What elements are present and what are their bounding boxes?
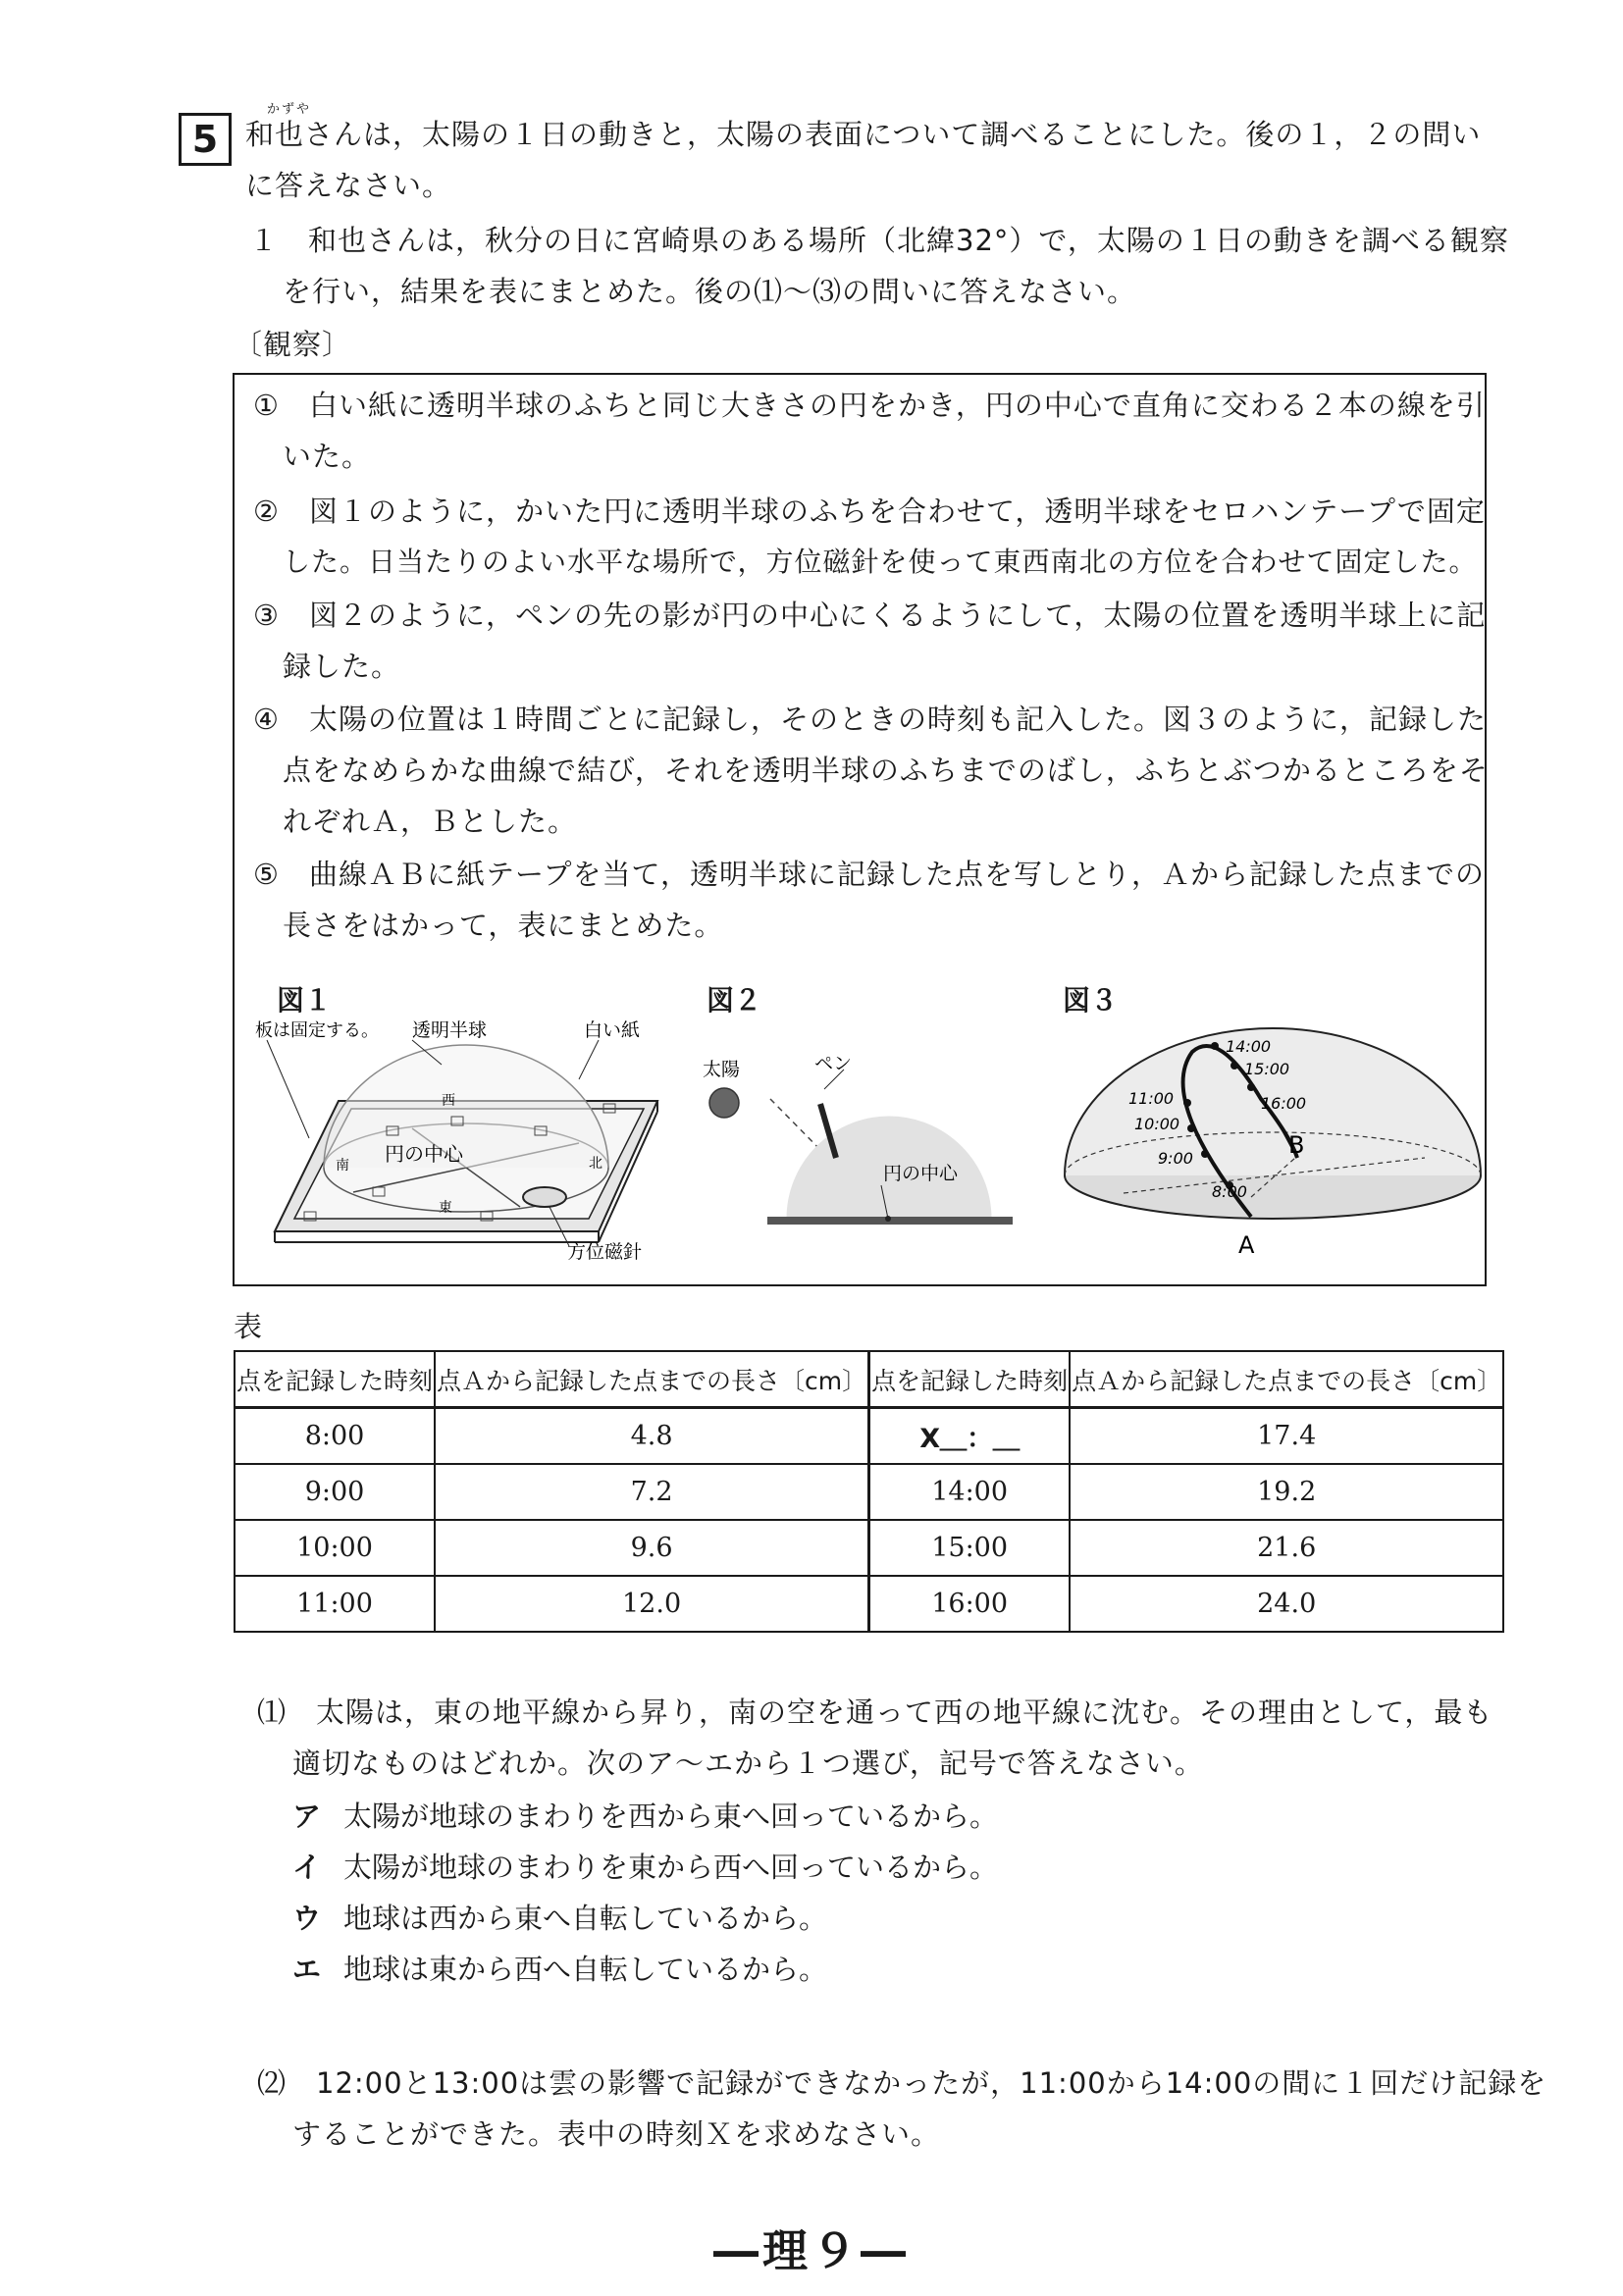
part1-line-1: １ 和也さんは，秋分の日に宮崎県のある場所（北緯32°）で，太陽の１日の動きを調べる観察 — [249, 224, 1509, 257]
question-number-box: 5 — [179, 113, 232, 166]
time-label-16: 16:00 — [1261, 1094, 1307, 1113]
time-label-15: 15:00 — [1244, 1060, 1290, 1078]
q1-line-2: 適切なものはどれか。次のア～エから１つ選び，記号で答えなさい。 — [292, 1747, 1204, 1780]
option-label: ア — [292, 1800, 322, 1833]
q2-line-1: ⑵ 12:00と13:00は雲の影響で記録ができなかったが，11:00から14:00の間に１回だけ記録を — [257, 2066, 1547, 2100]
obs-step-2-line2: した。日当たりのよい水平な場所で，方位磁針を使って東西南北の方位を合わせて固定した。 — [283, 546, 1478, 578]
cell-length: 19.2 — [1070, 1464, 1503, 1520]
q2-line-2: することができた。表中の時刻Ｘを求めなさい。 — [292, 2117, 941, 2151]
figure-2-diagram — [687, 1011, 1021, 1266]
figure-1-diagram — [255, 1011, 667, 1266]
cell-length: 9.6 — [435, 1520, 869, 1576]
option-label: イ — [292, 1851, 322, 1884]
cell-time-x: X＿：＿ — [869, 1408, 1071, 1465]
option-label: エ — [292, 1953, 322, 1986]
option-text: 太陽が地球のまわりを東から西へ回っているから。 — [343, 1851, 999, 1884]
obs-step-4-line2: 点をなめらかな曲線で結び，それを透明半球のふちまでのばし，ふちとぶつかるところをそ — [283, 754, 1489, 787]
name-ruby: かずや — [267, 102, 312, 117]
q1-option-i — [292, 1847, 998, 1888]
table-row — [235, 1408, 1503, 1465]
option-label: ウ — [292, 1902, 322, 1935]
table-header-row — [235, 1351, 1503, 1408]
obs-step-1-line2: いた。 — [283, 440, 372, 473]
header-time-2: 点を記録した時刻 — [869, 1351, 1071, 1408]
q1-option-a — [292, 1796, 998, 1837]
intro-line-2: に答えなさい。 — [245, 169, 452, 202]
cell-length: 4.8 — [435, 1408, 869, 1465]
cell-length: 24.0 — [1070, 1576, 1503, 1632]
intro-line-1: 和也さんは，太陽の１日の動きと，太陽の表面について調べることにした。後の１，２の問い — [245, 118, 1482, 151]
compass-icon — [523, 1187, 566, 1207]
obs-step-4-line1: ④ 太陽の位置は１時間ごとに記録し，そのときの時刻も記入した。図３のように，記録した — [253, 703, 1487, 736]
label-compass: 方位磁針 — [567, 1241, 643, 1263]
time-label-10: 10:00 — [1134, 1115, 1180, 1133]
obs-step-1-line1: ① 白い紙に透明半球のふちと同じ大きさの円をかき，円の中心で直角に交わる２本の線を引 — [253, 389, 1486, 422]
results-table — [234, 1350, 1504, 1633]
fig1-caption: 図１ — [277, 984, 333, 1017]
q1-option-u — [292, 1898, 827, 1939]
dir-south: 南 — [336, 1158, 349, 1174]
fig2-caption: 図２ — [707, 984, 762, 1017]
transparent-hemisphere — [324, 1045, 608, 1168]
cell-length: 21.6 — [1070, 1520, 1503, 1576]
point-b-label: B — [1288, 1131, 1305, 1159]
point-a-label: A — [1238, 1231, 1255, 1259]
part1-line-2: を行い，結果を表にまとめた。後の⑴～⑶の問いに答えなさい。 — [283, 275, 1137, 308]
cell-time: 8:00 — [235, 1408, 435, 1465]
fig3-caption: 図３ — [1063, 984, 1119, 1017]
label-hemisphere: 透明半球 — [412, 1019, 488, 1041]
header-time-1: 点を記録した時刻 — [235, 1351, 435, 1408]
label-circle-center: 円の中心 — [385, 1142, 463, 1166]
cell-length: 17.4 — [1070, 1408, 1503, 1465]
dir-west: 西 — [442, 1093, 455, 1109]
header-length-1: 点Ａから記録した点までの長さ〔cm〕 — [435, 1351, 869, 1408]
figure-3-diagram — [1040, 1011, 1482, 1266]
cell-length: 12.0 — [435, 1576, 869, 1632]
cell-time: 9:00 — [235, 1464, 435, 1520]
obs-step-3-line2: 録した。 — [283, 650, 401, 683]
cell-time: 15:00 — [869, 1520, 1071, 1576]
option-text: 地球は東から西へ自転しているから。 — [343, 1953, 828, 1986]
header-length-2: 点Ａから記録した点までの長さ〔cm〕 — [1070, 1351, 1503, 1408]
label-board: 板は固定する。 — [255, 1020, 379, 1041]
time-label-11: 11:00 — [1128, 1089, 1175, 1108]
cell-time: 10:00 — [235, 1520, 435, 1576]
cell-length: 7.2 — [435, 1464, 869, 1520]
cell-time: 16:00 — [869, 1576, 1071, 1632]
obs-step-5-line1: ⑤ 曲線ＡＢに紙テープを当て，透明半球に記録した点を写しとり，Ａから記録した点までの — [253, 858, 1485, 891]
sun-icon — [709, 1088, 739, 1118]
table-caption: 表 — [234, 1310, 263, 1343]
observation-heading: 〔観察〕 — [234, 328, 352, 361]
obs-step-3-line1: ③ 図２のように，ペンの先の影が円の中心にくるようにして，太陽の位置を透明半球上に記 — [253, 599, 1487, 632]
time-label-14: 14:00 — [1226, 1037, 1272, 1056]
time-label-9: 9:00 — [1158, 1149, 1193, 1168]
page-number: ―理９― — [713, 2224, 910, 2277]
dir-east: 東 — [439, 1200, 452, 1216]
label-white-paper: 白い紙 — [584, 1019, 641, 1041]
q1-option-e — [292, 1949, 827, 1990]
label-center-fig2: 円の中心 — [883, 1163, 959, 1184]
q1-line-1: ⑴ 太陽は，東の地平線から昇り，南の空を通って西の地平線に沈む。その理由として，最も — [257, 1696, 1493, 1729]
option-text: 太陽が地球のまわりを西から東へ回っているから。 — [343, 1800, 999, 1833]
table-row — [235, 1464, 1503, 1520]
label-sun: 太陽 — [703, 1059, 741, 1080]
obs-step-2-line1: ② 図１のように，かいた円に透明半球のふちを合わせて，透明半球をセロハンテープで固定 — [253, 495, 1486, 528]
obs-step-4-line3: れぞれＡ，Ｂとした。 — [283, 805, 578, 838]
label-pen: ペン — [814, 1053, 853, 1074]
dir-north: 北 — [589, 1156, 602, 1172]
cell-time: 14:00 — [869, 1464, 1071, 1520]
obs-step-5-line2: 長さをはかって，表にまとめた。 — [283, 909, 724, 942]
time-label-8: 8:00 — [1212, 1182, 1247, 1201]
table-row — [235, 1520, 1503, 1576]
cell-time: 11:00 — [235, 1576, 435, 1632]
option-text: 地球は西から東へ自転しているから。 — [343, 1902, 828, 1935]
table-row — [235, 1576, 1503, 1632]
